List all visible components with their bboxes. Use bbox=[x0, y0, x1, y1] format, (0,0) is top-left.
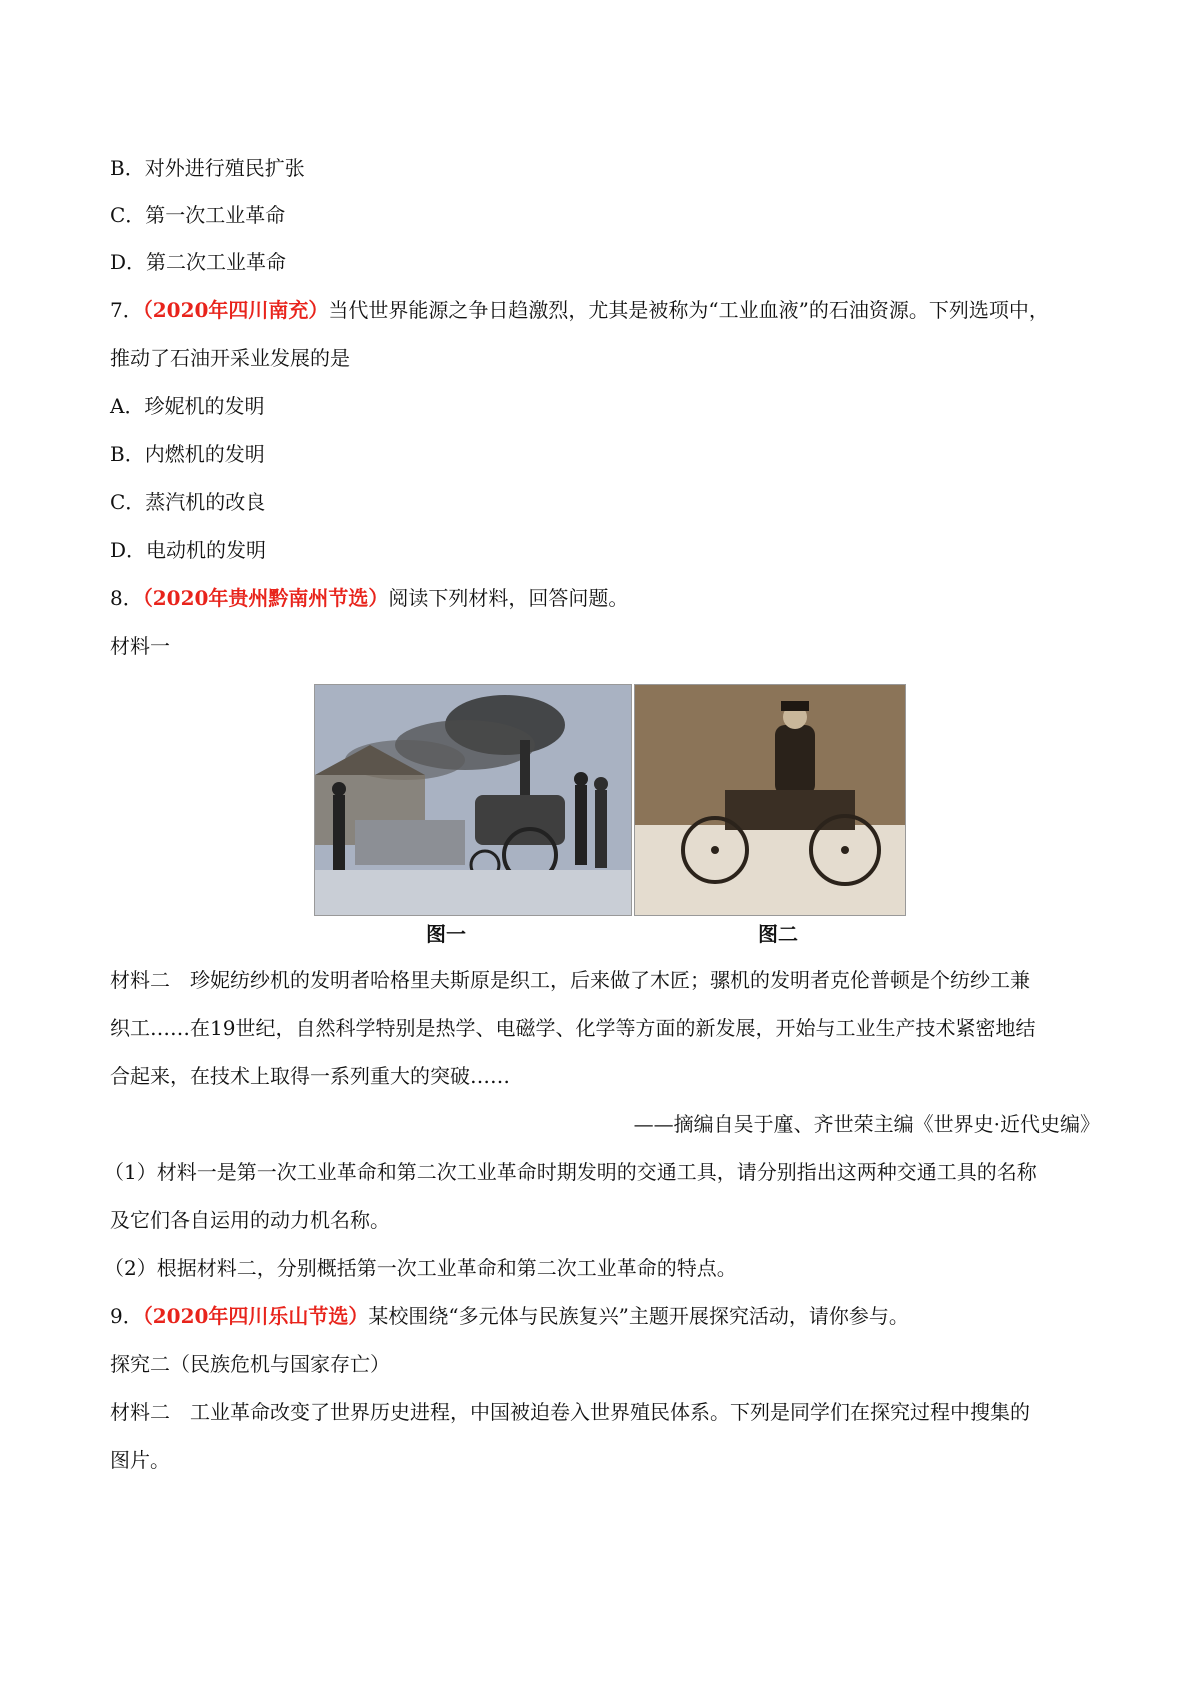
q9-stem bbox=[110, 1302, 909, 1330]
q8-sub1-line1: （1）材料一是第一次工业革命和第二次工业革命时期发明的交通工具，请分别指出这两种交通工具的名称 bbox=[104, 1160, 1037, 1184]
question-source: （2020年贵州黔南州节选） bbox=[142, 586, 389, 610]
steam-locomotive-image bbox=[314, 684, 632, 916]
question-source: （2020年四川乐山节选） bbox=[142, 1304, 369, 1328]
early-automobile-image bbox=[634, 684, 906, 916]
q8-material2-line1: 材料二 珍妮纺纱机的发明者哈格里夫斯原是织工，后来做了木匠；骡机的发明者克伦普顿是个纺纱工兼 bbox=[110, 968, 1030, 992]
q9-material2-line2: 图片。 bbox=[110, 1448, 170, 1472]
question-number: 7． bbox=[110, 298, 143, 322]
q7-option-d: D．电动机的发明 bbox=[110, 538, 267, 562]
question-source: （2020年四川南充） bbox=[142, 298, 329, 322]
q7-stem bbox=[110, 296, 1049, 324]
q8-material2-line3: 合起来，在技术上取得一系列重大的突破…… bbox=[110, 1064, 510, 1088]
figure1-caption: 图一 bbox=[426, 922, 466, 946]
question-number: 9． bbox=[110, 1304, 143, 1328]
q8-material2-line2: 织工……在19世纪，自然科学特别是热学、电磁学、化学等方面的新发展，开始与工业生产技术紧密地结 bbox=[110, 1016, 1036, 1040]
q7-option-a: A．珍妮机的发明 bbox=[110, 394, 265, 418]
material1-figures bbox=[314, 684, 906, 916]
q6-option-c: C．第一次工业革命 bbox=[110, 203, 286, 227]
q7-stem-cont: 推动了石油开采业发展的是 bbox=[110, 346, 350, 370]
q6-option-b: B．对外进行殖民扩张 bbox=[110, 156, 305, 180]
material1-label: 材料一 bbox=[110, 634, 170, 658]
q9-material2-line1: 材料二 工业革命改变了世界历史进程，中国被迫卷入世界殖民体系。下列是同学们在探究过程中搜集的 bbox=[110, 1400, 1030, 1424]
q8-sub1-line2: 及它们各自运用的动力机名称。 bbox=[110, 1208, 390, 1232]
stem-text: 阅读下列材料，回答问题。 bbox=[388, 586, 629, 610]
citation: ——摘编自吴于廑、齐世荣主编《世界史·近代史编》 bbox=[633, 1112, 1100, 1136]
q6-option-d: D．第二次工业革命 bbox=[110, 250, 287, 274]
q7-option-b: B．内燃机的发明 bbox=[110, 442, 265, 466]
stem-text: 当代世界能源之争日趋激烈，尤其是被称为“工业血液”的石油资源。下列选项中， bbox=[328, 298, 1049, 322]
stem-text: 某校围绕“多元体与民族复兴”主题开展探究活动，请你参与。 bbox=[368, 1304, 909, 1328]
q7-option-c: C．蒸汽机的改良 bbox=[110, 490, 266, 514]
question-number: 8． bbox=[110, 586, 143, 610]
q8-sub2: （2）根据材料二，分别概括第一次工业革命和第二次工业革命的特点。 bbox=[104, 1256, 737, 1280]
q9-inquiry2: 探究二（民族危机与国家存亡） bbox=[110, 1352, 390, 1376]
q8-stem bbox=[110, 584, 628, 612]
figure2-caption: 图二 bbox=[758, 922, 798, 946]
